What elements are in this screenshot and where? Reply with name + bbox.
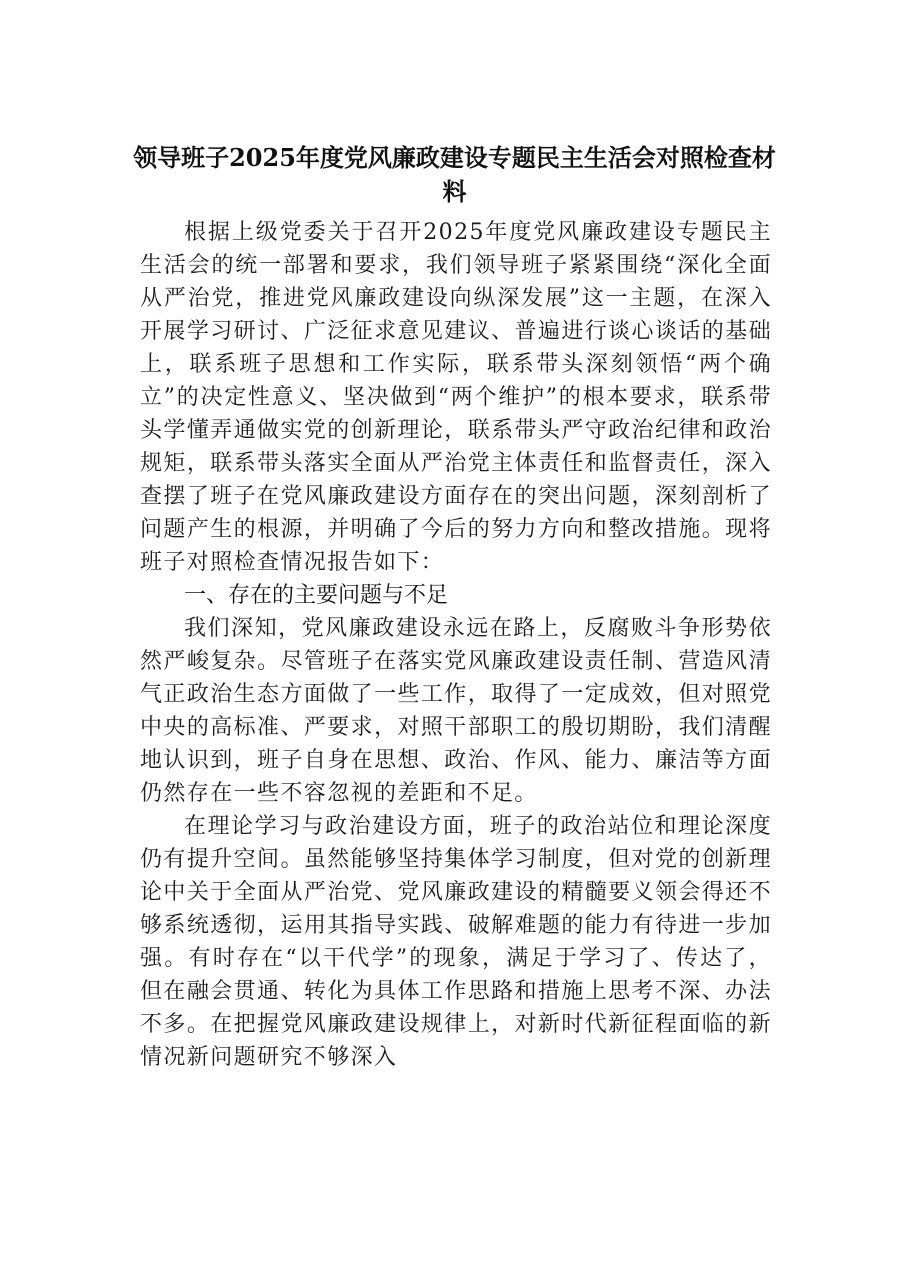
section-heading: 一、存在的主要问题与不足 (184, 583, 449, 608)
intro-paragraph: 根据上级党委关于召开2025年度党风廉政建设专题民主生活会的统一部署和要求，我们领导班子紧紧围绕“深化全面从严治党，推进党风廉政建设向纵深发展”这一主题，在深入开展学习研讨、广泛征求意见建议、普遍进行谈心谈话的基础上，联系班子思想和工作实际，联系带头深刻领悟“两个确立”的决定性意义、坚决做到“两个维护”的根本要求，联系带头学懂弄通做实党的创新理论，联系带头严守政治纪律和政治规矩，联系带头落实全面从严治党主体责任和监督责任，深入查摆了班子在党风廉政建设方面存在的突出问题，深刻剖析了问题产生的根源，并明确了今后的努力方向和整改措施。现将班子对照检查情况报告如下： (140, 220, 772, 575)
body-paragraph-2: 在理论学习与政治建设方面，班子的政治站位和理论深度仍有提升空间。虽然能够坚持集体学习制度，但对党的创新理论中关于全面从严治党、党风廉政建设的精髓要义领会得还不够系统透彻，运用其指导实践、破解难题的能力有待进一步加强。有时存在“以干代学”的现象，满足于学习了、传达了，但在融会贯通、转化为具体工作思路和措施上思考不深、办法不多。在把握党风廉政建设规律上，对新时代新征程面临的新情况新问题研究不够深入 (140, 814, 772, 1070)
document-body (140, 216, 772, 1074)
body-paragraph-1: 我们深知，党风廉政建设永远在路上，反腐败斗争形势依然严峻复杂。尽管班子在落实党风廉政建设责任制、营造风清气正政治生态方面做了一些工作，取得了一定成效，但对照党中央的高标准、严要求，对照干部职工的殷切期盼，我们清醒地认识到，班子自身在思想、政治、作风、能力、廉洁等方面仍然存在一些不容忽视的差距和不足。 (140, 616, 772, 806)
document-title: 领导班子2025年度党风廉政建设专题民主生活会对照检查材料 (133, 143, 776, 206)
